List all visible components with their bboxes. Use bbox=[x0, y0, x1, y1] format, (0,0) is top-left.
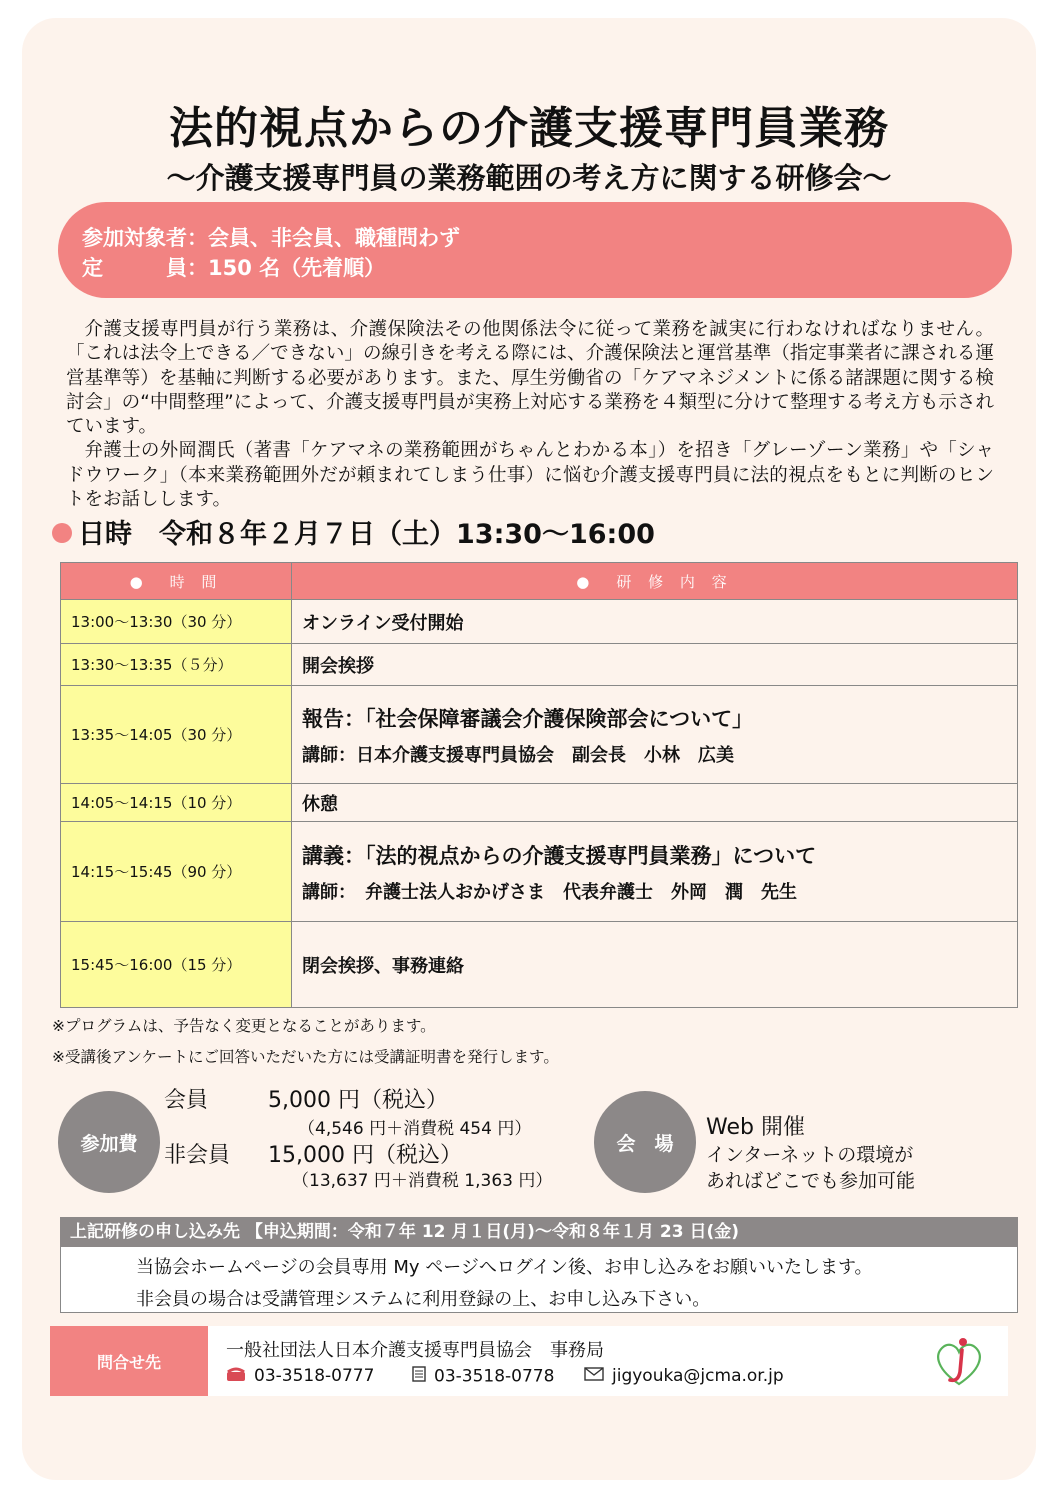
phone-icon bbox=[226, 1366, 246, 1386]
fee-member-price: 5,000 円（税込） bbox=[268, 1088, 448, 1113]
intro-paragraph-2: 弁護士の外岡潤氏（著書「ケアマネの業務範囲がちゃんとわかる本」）を招き「グレーゾーン業務」や「シャドウワーク」（本来業務範囲外だが頼まれてしまう仕事）に悩む介護支援専門員に法的視点をもとに判断のヒントをお話しします。 bbox=[66, 440, 994, 511]
table-row bbox=[61, 644, 1018, 686]
program-header-content: ● 研 修 内 容 bbox=[292, 563, 1018, 600]
fee-member-detail: （4,546 円＋消費税 454 円） bbox=[298, 1119, 532, 1139]
note-certificate: ※受講後アンケートにご回答いただいた方には受講証明書を発行します。 bbox=[52, 1048, 559, 1066]
fee-nonmember-detail: （13,637 円＋消費税 1,363 円） bbox=[292, 1171, 553, 1191]
table-row bbox=[61, 784, 1018, 822]
bullet-dot-icon bbox=[52, 523, 72, 543]
fax-icon bbox=[412, 1366, 426, 1387]
contact-box bbox=[208, 1326, 1008, 1396]
contact-fax-number: 03-3518-0778 bbox=[434, 1366, 555, 1387]
program-content-main: 報告：「社会保障審議会介護保険部会について」 bbox=[302, 706, 754, 731]
table-row bbox=[61, 600, 1018, 644]
program-time: 15:45〜16:00（15 分） bbox=[61, 922, 292, 1008]
note-program-change: ※プログラムは、予告なく変更となることがあります。 bbox=[52, 1017, 436, 1035]
application-box bbox=[60, 1247, 1018, 1313]
page-subtitle: 〜介護支援専門員の業務範囲の考え方に関する研修会〜 bbox=[166, 161, 892, 195]
application-header: 上記研修の申し込み先 【申込期間：令和７年 12 月１日(月)〜令和８年１月 23 日(金) bbox=[60, 1217, 1018, 1247]
event-date-text: 日時 令和８年２月７日（土）13:30〜16:00 bbox=[78, 519, 655, 550]
event-date bbox=[52, 512, 655, 551]
program-content-main: 講義：「法的視点からの介護支援専門員業務」について bbox=[302, 843, 817, 868]
application-line-1: 当協会ホームページの会員専用 My ページへログイン後、お申し込みをお願いいたします。 bbox=[136, 1257, 873, 1278]
program-content: 開会挨拶 bbox=[292, 644, 1018, 686]
program-time: 13:00〜13:30（30 分） bbox=[61, 600, 292, 644]
fee-badge: 参加費 bbox=[58, 1091, 160, 1193]
eligibility-target: 参加対象者：会員、非会員、職種問わず bbox=[82, 226, 460, 250]
program-content: オンライン受付開始 bbox=[292, 600, 1018, 644]
program-time: 14:15〜15:45（90 分） bbox=[61, 822, 292, 922]
program-content bbox=[292, 686, 1018, 784]
contact-phone-number: 03-3518-0777 bbox=[254, 1366, 375, 1386]
contact-org: 一般社団法人日本介護支援専門員協会 事務局 bbox=[226, 1340, 604, 1361]
program-header-row bbox=[61, 563, 1018, 600]
fee-nonmember-price: 15,000 円（税込） bbox=[268, 1143, 462, 1168]
contact-email-address: jigyouka@jcma.or.jp bbox=[612, 1366, 784, 1386]
table-row bbox=[61, 822, 1018, 922]
program-content: 閉会挨拶、事務連絡 bbox=[292, 922, 1018, 1008]
page-title: 法的視点からの介護支援専門員業務 bbox=[169, 103, 889, 154]
program-table bbox=[60, 562, 1018, 1008]
intro-paragraph-1: 介護支援専門員が行う業務は、介護保険法その他関係法令に従って業務を誠実に行わなければなりません。「これは法令上できる／できない」の線引きを考える際には、介護保険法と運営基準（指定事業者に課される運営基準等）を基軸に判断する必要があります。また、厚生労働省の「ケアマネジメントに係る諸課題に関する検討会」の“中間整理”によって、介護支援専門員が実務上対応する業務を４類型に分けて整理する考え方も示されています。 bbox=[66, 319, 994, 438]
venue-title: Web 開催 bbox=[706, 1115, 805, 1140]
program-time: 14:05〜14:15（10 分） bbox=[61, 784, 292, 822]
program-content: 休憩 bbox=[292, 784, 1018, 822]
fee-nonmember-label: 非会員 bbox=[164, 1143, 231, 1168]
intro-text bbox=[66, 318, 994, 512]
venue-badge: 会 場 bbox=[594, 1091, 696, 1193]
contact-fax bbox=[412, 1366, 554, 1387]
contact-email bbox=[584, 1366, 784, 1386]
fee-member-label: 会員 bbox=[164, 1088, 209, 1113]
association-logo bbox=[930, 1332, 988, 1394]
mail-icon bbox=[584, 1366, 604, 1386]
contact-label: 問合せ先 bbox=[50, 1326, 208, 1396]
table-row bbox=[61, 922, 1018, 1008]
program-content-lecturer: 講師：日本介護支援専門員協会 副会長 小林 広美 bbox=[302, 744, 734, 766]
eligibility-banner bbox=[58, 202, 1012, 298]
program-content bbox=[292, 822, 1018, 922]
program-time: 13:30〜13:35（５分） bbox=[61, 644, 292, 686]
application-line-2: 非会員の場合は受講管理システムに利用登録の上、お申し込み下さい。 bbox=[136, 1289, 711, 1310]
eligibility-capacity: 定 員：150 名（先着順） bbox=[82, 256, 386, 280]
venue-line-1: インターネットの環境が bbox=[706, 1144, 914, 1166]
program-content-lecturer: 講師： 弁護士法人おかげさま 代表弁護士 外岡 潤 先生 bbox=[302, 881, 797, 903]
program-time: 13:35〜14:05（30 分） bbox=[61, 686, 292, 784]
table-row bbox=[61, 686, 1018, 784]
venue-line-2: あればどこでも参加可能 bbox=[706, 1170, 916, 1192]
contact-phone bbox=[226, 1366, 374, 1386]
program-header-time: ● 時 間 bbox=[61, 563, 292, 600]
